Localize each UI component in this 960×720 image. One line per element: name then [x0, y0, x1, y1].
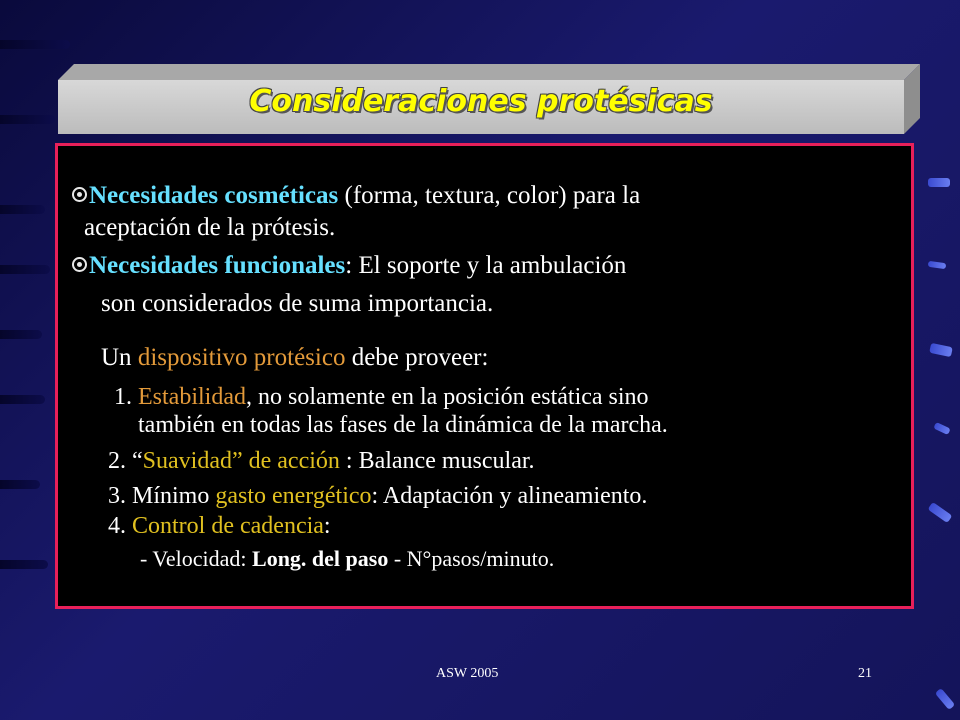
item-3 — [108, 483, 647, 510]
item-num: 2. “ — [108, 448, 143, 474]
bullet-term: Necesidades cosméticas — [89, 182, 339, 209]
bullet-functional-cont: son considerados de suma importancia. — [101, 290, 494, 317]
sub-pre: - Velocidad: — [140, 546, 253, 571]
bullet-text: : El soporte y la ambulación — [345, 252, 627, 279]
decor-dash — [933, 422, 950, 435]
decor-streak — [0, 395, 45, 404]
decor-streak — [0, 480, 40, 489]
decor-dash — [928, 261, 947, 269]
bullet-cosmetic-cont: aceptación de la prótesis. — [84, 214, 336, 241]
item-4-sub — [140, 546, 554, 572]
item-text: : Adaptación y alineamiento. — [371, 483, 648, 509]
item-num: 4. — [108, 513, 132, 539]
sub-bold: Long. del paso — [252, 546, 389, 571]
decor-streak — [0, 560, 48, 569]
item-highlight: gasto energético — [215, 483, 372, 509]
item-1 — [114, 384, 649, 411]
footer-left: ASW 2005 — [436, 666, 499, 681]
item-text: , no solamente en la posición estática sino — [245, 384, 649, 410]
decor-dash — [929, 343, 953, 357]
decor-dash — [935, 688, 955, 710]
decor-streak — [0, 265, 50, 274]
bullet-term: Necesidades funcionales — [89, 252, 346, 279]
intro-post: debe proveer: — [345, 344, 489, 371]
item-highlight: Control de cadencia — [132, 513, 324, 539]
intro-line — [101, 344, 488, 372]
bullet-icon — [72, 187, 87, 202]
content-panel — [55, 143, 914, 609]
title-bar-top — [58, 64, 920, 80]
decor-dash — [928, 502, 953, 523]
item-4 — [108, 513, 331, 540]
sub-post: - N°pasos/minuto. — [388, 546, 555, 571]
page-number: 21 — [858, 666, 872, 681]
decor-streak — [0, 205, 45, 214]
item-num: 1. — [114, 384, 138, 410]
item-text: : Balance muscular. — [339, 448, 535, 474]
bullet-functional — [72, 252, 626, 280]
intro-highlight: dispositivo protésico — [137, 344, 346, 371]
item-1-cont: también en todas las fases de la dinámica de la marcha. — [138, 412, 668, 438]
decor-dash — [928, 178, 950, 187]
decor-streak — [0, 330, 42, 339]
decor-streak — [0, 115, 55, 124]
item-text: : — [323, 513, 331, 539]
intro-pre: Un — [101, 344, 138, 371]
item-highlight: Estabilidad — [138, 384, 246, 410]
item-num: 3. Mínimo — [108, 483, 216, 509]
decor-streak — [0, 40, 70, 49]
bullet-text: (forma, textura, color) para la — [338, 182, 641, 209]
item-highlight: Suavidad” de acción — [142, 448, 340, 474]
item-2 — [108, 448, 535, 475]
bullet-cosmetic — [72, 182, 640, 210]
slide-title: Consideraciones protésicas — [249, 84, 713, 119]
bullet-icon — [72, 257, 87, 272]
